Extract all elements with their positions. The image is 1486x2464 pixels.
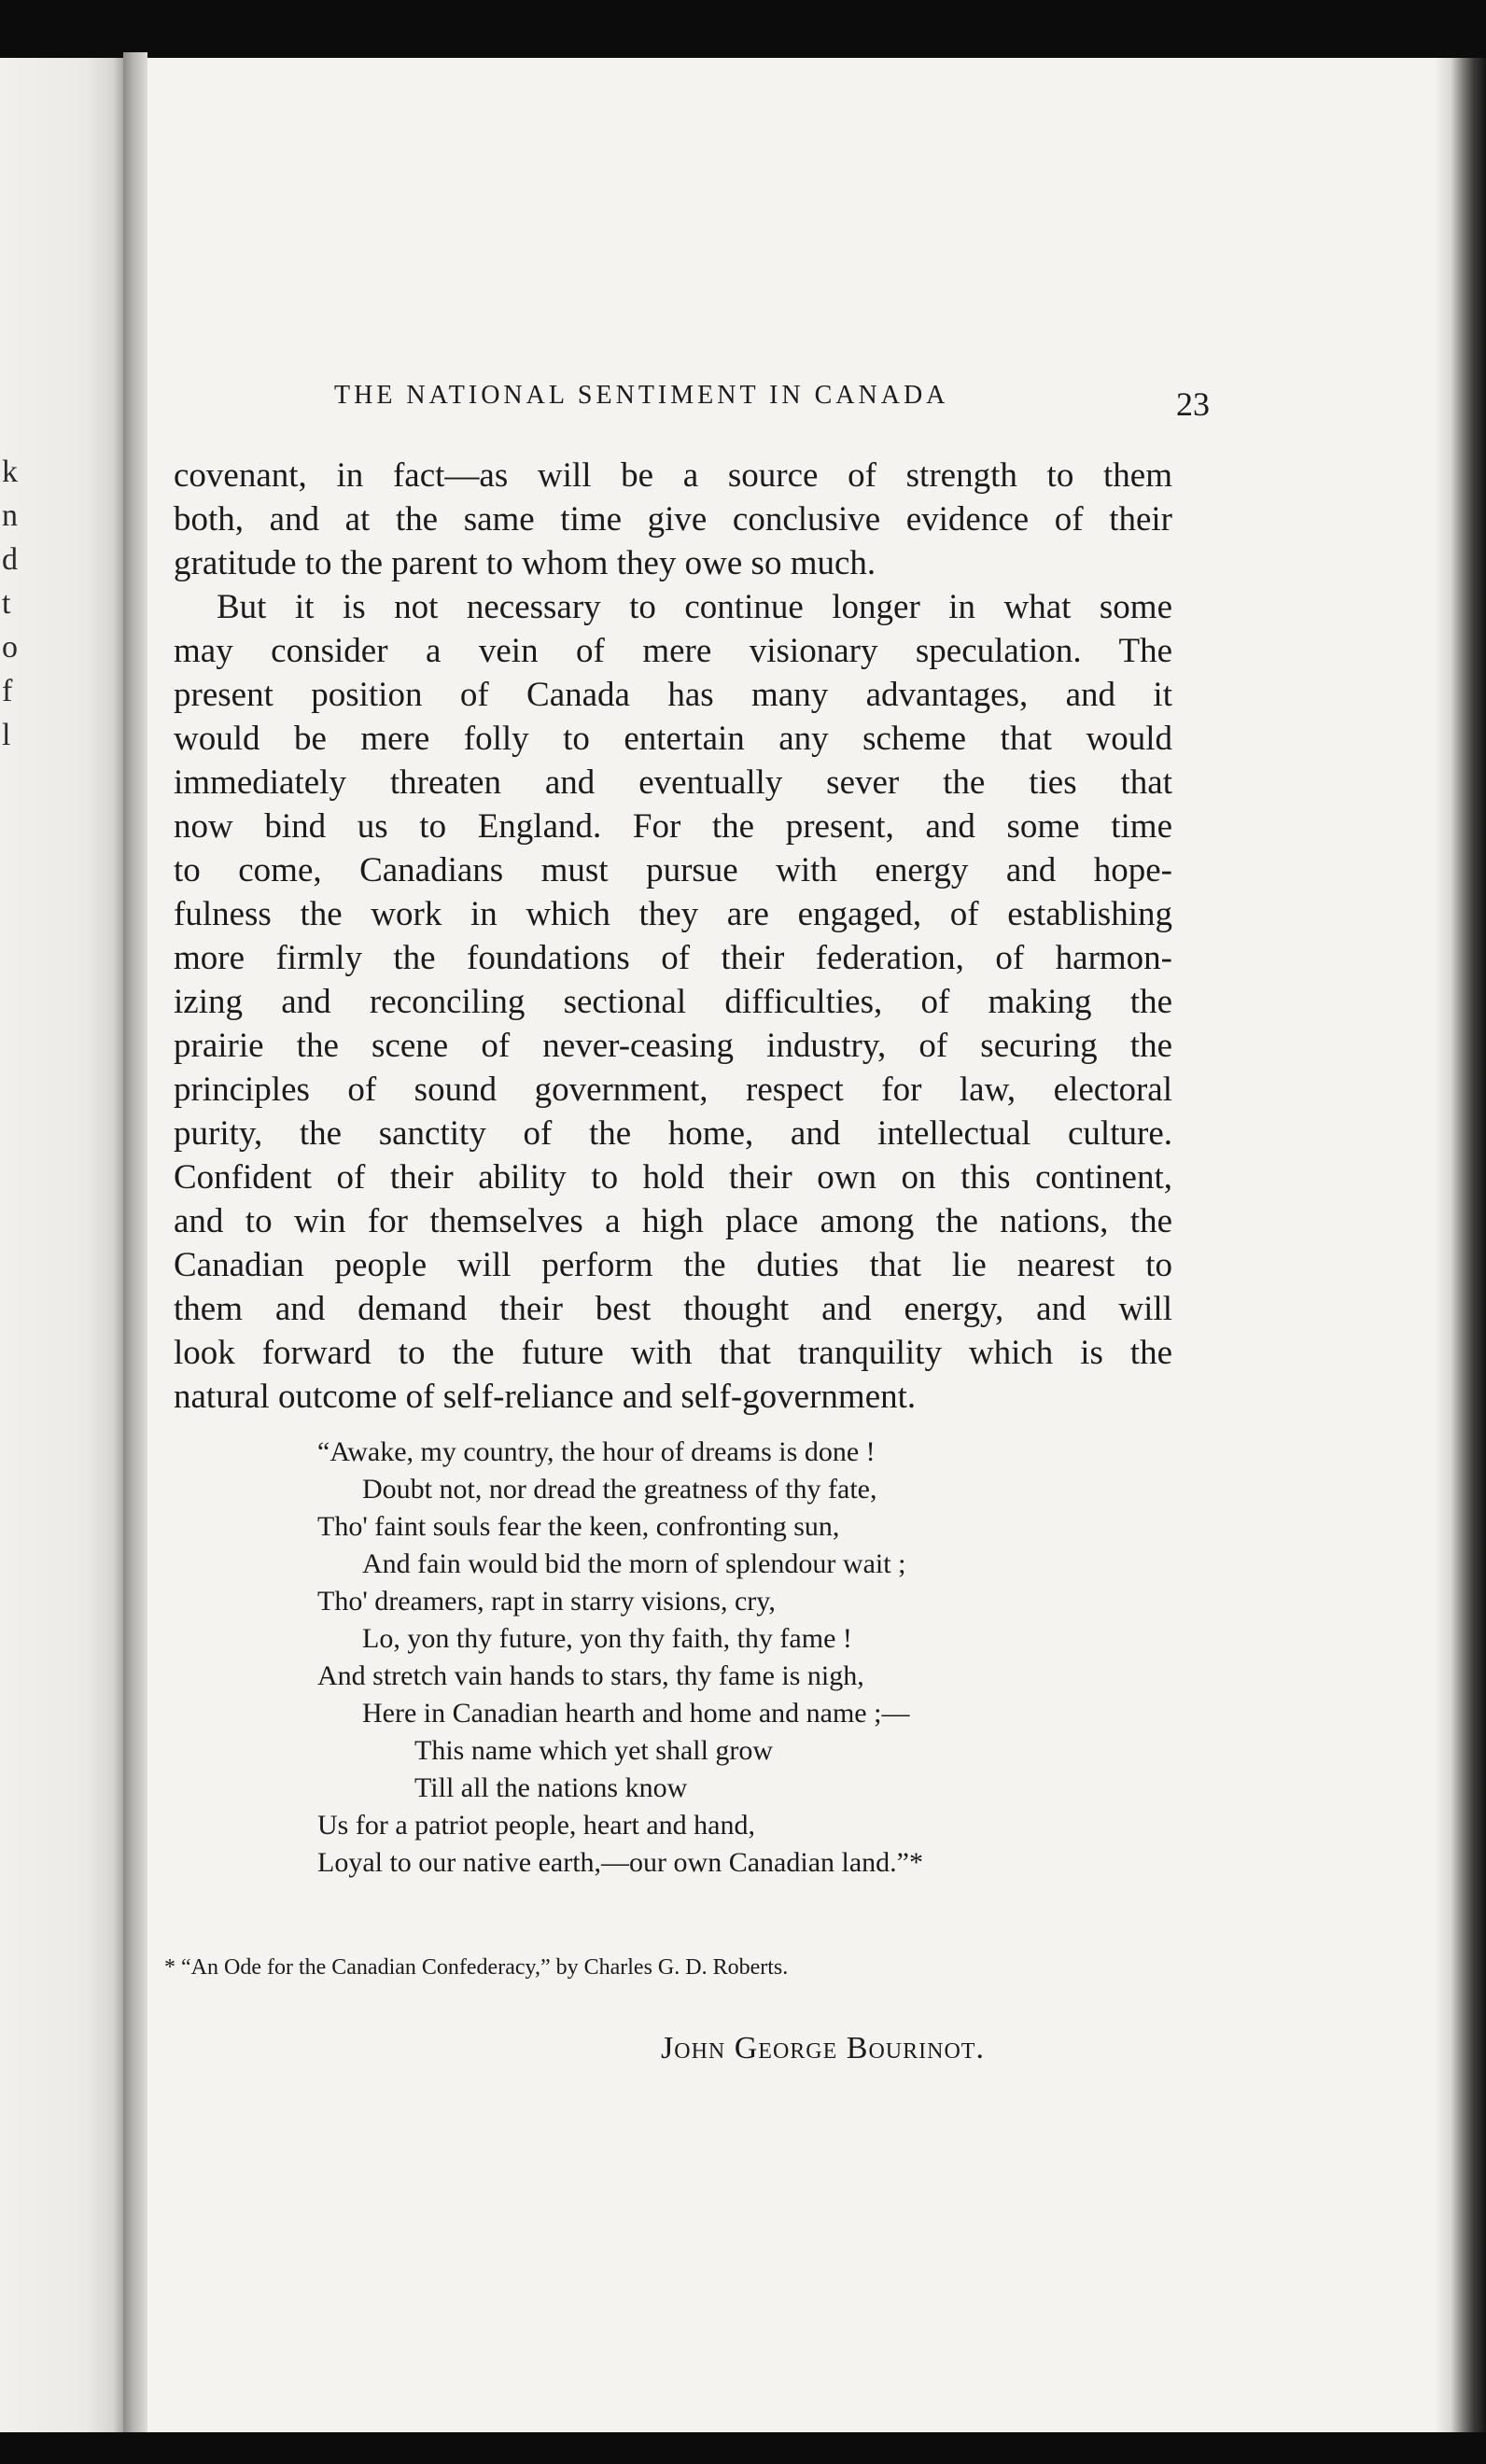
poem-line: Tho' dreamers, rapt in starry visions, cry, <box>317 1586 776 1617</box>
poem-quotation <box>317 1434 1027 1882</box>
fragment-7: l <box>2 718 11 752</box>
body-line: look forward to the future with that tranquility which is the <box>174 1334 1172 1372</box>
body-line: more firmly the foundations of their federation, of harmon- <box>174 939 1172 977</box>
body-line: fulness the work in which they are engaged, of establishing <box>174 895 1172 933</box>
body-line: would be mere folly to entertain any scheme that would <box>174 720 1172 758</box>
poem-line: Doubt not, nor dread the greatness of thy fate, <box>362 1474 877 1505</box>
body-paragraphs <box>174 454 1172 1419</box>
body-line: both, and at the same time give conclusive evidence of their <box>174 500 1172 539</box>
body-line: principles of sound government, respect for law, electoral <box>174 1071 1172 1109</box>
body-line: gratitude to the parent to whom they owe so much. <box>174 544 876 582</box>
poem-line: And fain would bid the morn of splendour wait ; <box>362 1548 906 1579</box>
fragment-3: d <box>2 542 18 577</box>
body-line: now bind us to England. For the present, and some time <box>174 807 1172 846</box>
body-line: to come, Canadians must pursue with energy and hope- <box>174 851 1172 889</box>
body-line: immediately threaten and eventually sever the ties that <box>174 763 1172 802</box>
page-number: 23 <box>1176 385 1210 423</box>
body-line: natural outcome of self-reliance and self-government. <box>174 1378 917 1416</box>
body-line: But it is not necessary to continue longer in what some <box>217 588 1172 626</box>
body-line: Confident of their ability to hold their own on this continent, <box>174 1158 1172 1197</box>
body-line: them and demand their best thought and energy, and will <box>174 1290 1172 1328</box>
body-line: izing and reconciling sectional difficulties, of making the <box>174 983 1172 1021</box>
poem-line: This name which yet shall grow <box>414 1735 774 1766</box>
author-signature: John George Bourinot. <box>661 2031 985 2065</box>
body-line: Canadian people will perform the duties that lie nearest to <box>174 1246 1172 1284</box>
body-line: may consider a vein of mere visionary speculation. The <box>174 632 1172 670</box>
poem-line: “Awake, my country, the hour of dreams is done ! <box>317 1436 876 1467</box>
body-line: purity, the sanctity of the home, and intellectual culture. <box>174 1114 1172 1153</box>
fragment-1: k <box>2 455 18 489</box>
book-page <box>147 58 1436 2432</box>
facing-page-text-fragments <box>2 450 24 757</box>
body-line: prairie the scene of never-ceasing industry, of securing the <box>174 1027 1172 1065</box>
facing-page-edge <box>0 58 123 2432</box>
poem-line: Till all the nations know <box>414 1772 688 1803</box>
fragment-2: n <box>2 498 18 533</box>
book-gutter-shadow <box>123 52 147 2434</box>
poem-line: Here in Canadian hearth and home and name ;— <box>362 1698 910 1729</box>
poem-line: Us for a patriot people, heart and hand, <box>317 1810 755 1841</box>
poem-line: Tho' faint souls fear the keen, confronting sun, <box>317 1511 840 1542</box>
poem-line: And stretch vain hands to stars, thy fame is nigh, <box>317 1660 864 1691</box>
page-right-edge-shadow <box>1436 58 1486 2432</box>
footnote: * “An Ode for the Canadian Confederacy,” by Charles G. D. Roberts. <box>164 1955 789 1980</box>
body-line: and to win for themselves a high place among the nations, the <box>174 1202 1172 1240</box>
body-line: present position of Canada has many advantages, and it <box>174 676 1172 714</box>
scan-bottom-border <box>0 2432 1486 2464</box>
fragment-4: t <box>2 586 11 621</box>
poem-line: Loyal to our native earth,—our own Canadian land.”* <box>317 1847 923 1878</box>
scan-top-border <box>0 0 1486 58</box>
running-title: THE NATIONAL SENTIMENT IN CANADA <box>334 381 949 410</box>
poem-line: Lo, yon thy future, yon thy faith, thy fame ! <box>362 1623 852 1654</box>
body-line: covenant, in fact—as will be a source of strength to them <box>174 456 1172 495</box>
fragment-6: f <box>2 674 13 708</box>
fragment-5: o <box>2 630 18 665</box>
